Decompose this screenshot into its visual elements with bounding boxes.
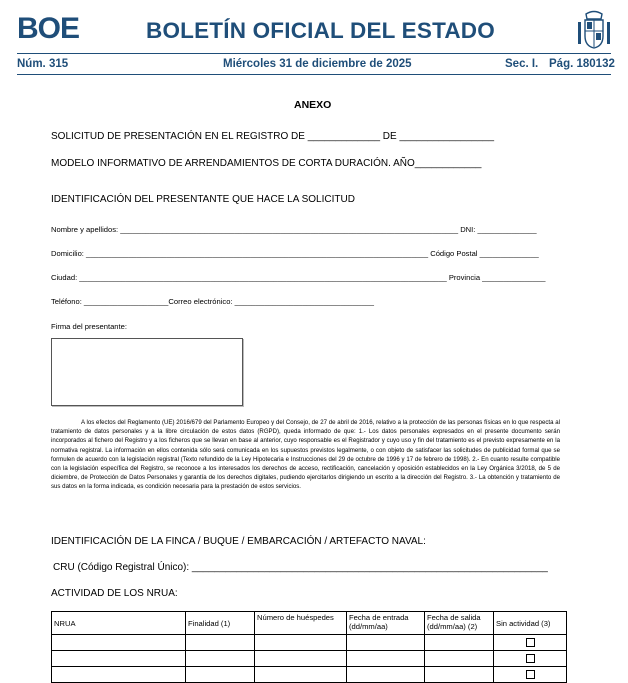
table-cell[interactable] (425, 635, 494, 651)
col-header-purpose: Finalidad (1) (186, 612, 255, 635)
table-cell[interactable] (186, 667, 255, 683)
table-row (52, 651, 567, 667)
gazette-title: BOLETÍN OFICIAL DEL ESTADO (146, 18, 495, 43)
table-cell[interactable] (52, 651, 186, 667)
col-header-checkout: Fecha de salida (dd/mm/aa) (2) (425, 612, 494, 635)
city-field: Ciudad: _______________________________________________________________________________________ Provincia _______________ (51, 273, 546, 282)
table-row (52, 635, 567, 651)
table-cell[interactable] (255, 635, 347, 651)
boe-logo: BOE (17, 12, 80, 45)
issue-number: Núm. 315 (17, 58, 69, 70)
name-field: Nombre y apellidos: ________________________________________________________________________________ DNI: ______________ (51, 225, 537, 234)
coat-of-arms-icon (576, 10, 612, 50)
table-cell[interactable] (347, 635, 425, 651)
presenter-section-heading: IDENTIFICACIÓN DEL PRESENTANTE QUE HACE LA SOLICITUD (51, 194, 355, 205)
request-line: SOLICITUD DE PRESENTACIÓN EN EL REGISTRO DE _____________ DE _________________ (51, 131, 495, 142)
col-header-guests: Número de huéspedes (255, 612, 347, 635)
table-cell (494, 667, 567, 683)
table-row (52, 667, 567, 683)
table-cell[interactable] (52, 667, 186, 683)
no-activity-checkbox[interactable] (526, 638, 535, 647)
table-cell[interactable] (52, 635, 186, 651)
page-number: Pág. 180132 (549, 58, 615, 70)
table-header-row (52, 612, 567, 635)
annex-heading: ANEXO (294, 99, 332, 111)
privacy-notice: A los efectos del Reglamento (UE) 2016/679 del Parlamento Europeo y del Consejo, de 27 de abril de 2016, relativo a la protección de las personas físicas en lo que respecta al tratamiento de datos personales y a la libre circulación de estos datos (RGPD), queda informado de que: 1.- Los datos personales expresados en el presente documento serán incorporados al fichero del Registro y a los ficheros que se llevan en base al anterior, cuyo responsable es el Registrador y cuyo uso y fin del tratamiento es el previsto expresamente en la normativa registral. La información en ellos contenida sólo será comunicada en los supuestos previstos legalmente, o con objeto de satisfacer las solicitudes de publicidad formal que se formulen de acuerdo con la legislación registral (Texto refundido de la Ley Hipotecaria e Instrucciones del 29 de octubre de 1996 y 17 de febrero de 1998). 2.- En cuanto resulte compatible con la legislación específica del Registro, se reconoce a los interesados los derechos de acceso, rectificación, cancelación y oposición establecidos en la Ley Orgánica 3/2018, de 5 de diciembre, de Protección de Datos Personales y garantía de los derechos digitales, pudiendo ejercitarlos dirigiendo un escrito a la dirección del Registro. 3.- La obtención y tratamiento de sus datos en la forma indicada, es condición necesaria para la prestación de estos servicios. (51, 419, 560, 491)
col-header-nrua: NRUA (52, 612, 186, 635)
activity-section-heading: ACTIVIDAD DE LOS NRUA: (51, 588, 178, 599)
table-cell (494, 651, 567, 667)
no-activity-checkbox[interactable] (526, 670, 535, 679)
table-cell[interactable] (425, 667, 494, 683)
col-header-checkin: Fecha de entrada (dd/mm/aa) (347, 612, 425, 635)
property-section-heading: IDENTIFICACIÓN DE LA FINCA / BUQUE / EMBARCACIÓN / ARTEFACTO NAVAL: (51, 536, 426, 547)
phone-email-field: Teléfono: ____________________Correo electrónico: _________________________________ (51, 297, 375, 306)
section-label: Sec. I. (505, 58, 539, 70)
table-cell[interactable] (347, 667, 425, 683)
header-top-rule (17, 53, 611, 54)
issue-date: Miércoles 31 de diciembre de 2025 (223, 58, 412, 70)
signature-label: Firma del presentante: (51, 322, 127, 331)
signature-box (51, 338, 243, 406)
address-field: Domicilio: _________________________________________________________________________________ Código Postal ______________ (51, 249, 539, 258)
table-cell[interactable] (425, 651, 494, 667)
table-cell[interactable] (186, 651, 255, 667)
model-line: MODELO INFORMATIVO DE ARRENDAMIENTOS DE CORTA DURACIÓN. AÑO____________ (51, 158, 482, 169)
table-cell[interactable] (347, 651, 425, 667)
no-activity-checkbox[interactable] (526, 654, 535, 663)
cru-field: CRU (Código Registral Único): ________________________________________________________________ (53, 562, 548, 573)
col-header-no-activity: Sin actividad (3) (494, 612, 567, 635)
table-cell[interactable] (186, 635, 255, 651)
nrua-table (51, 611, 567, 683)
header-bottom-rule (17, 74, 611, 75)
table-cell[interactable] (255, 667, 347, 683)
table-cell (494, 635, 567, 651)
table-cell[interactable] (255, 651, 347, 667)
